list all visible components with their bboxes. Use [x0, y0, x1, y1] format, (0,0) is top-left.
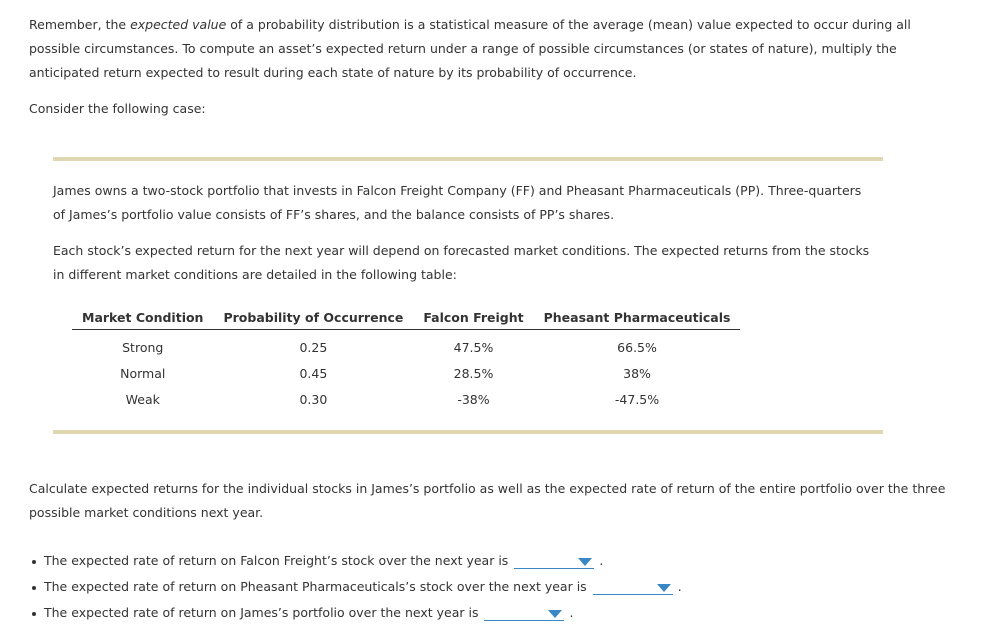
cell-condition: Normal: [120, 365, 166, 381]
question-text: The expected rate of return on James’s portfolio over the next year is: [44, 605, 479, 620]
intro-text-start: Remember, the: [29, 17, 131, 32]
intro-text-end: of a probability distribution is a statistical measure of the average (mean) value expected to occur during all possible circumstances. To compute an asset’s expected return under a range of possible circumstances (or states of nature), multiply the anticipated return expected to result during each state of nature by its probability of occurrence.: [29, 17, 911, 80]
cell-condition: Strong: [122, 339, 164, 355]
sentence-end: .: [569, 605, 574, 620]
bullet-icon: [32, 612, 36, 616]
header-probability: Probability of Occurrence: [213, 305, 413, 330]
table-row: [72, 360, 740, 386]
case-bottom-divider: [53, 430, 883, 434]
header-pheasant-pharma: Pheasant Pharmaceuticals: [534, 305, 741, 330]
chevron-down-icon: [578, 558, 592, 566]
sentence-end: .: [677, 579, 682, 594]
question-text: The expected rate of return on Pheasant Pharmaceuticals’s stock over the next year is: [44, 579, 587, 594]
cell-ff-return: 47.5%: [453, 339, 494, 355]
ff-return-dropdown[interactable]: [514, 554, 594, 569]
header-market-condition: Market Condition: [72, 305, 213, 330]
intro-paragraph: [29, 13, 949, 85]
bullet-icon: [32, 586, 36, 590]
cell-ff-return: 28.5%: [453, 365, 494, 381]
question-text: The expected rate of return on Falcon Freight’s stock over the next year is: [44, 553, 509, 568]
case-paragraph-1: James owns a two-stock portfolio that invests in Falcon Freight Company (FF) and Pheasant Pharmaceuticals (PP). Three-quarters of James’s portfolio value consists of FF’s shares, and the balance consists of PP’s shares.: [53, 183, 862, 222]
intro-emphasis: expected value: [130, 17, 227, 32]
cell-ff-return: -38%: [457, 391, 490, 407]
table-row: [72, 386, 740, 412]
cell-probability: 0.30: [299, 391, 328, 407]
table-row: [72, 330, 740, 361]
instruction-paragraph: Calculate expected returns for the individual stocks in James’s portfolio as well as the expected rate of return of the entire portfolio over the three possible market conditions next year.: [29, 481, 946, 520]
pp-return-dropdown[interactable]: [593, 580, 673, 595]
header-falcon-freight: Falcon Freight: [413, 305, 533, 330]
case-paragraph-2: Each stock’s expected return for the next year will depend on forecasted market conditions. The expected returns from the stocks in different market conditions are detailed in the following table:: [53, 243, 870, 282]
list-item: [29, 548, 682, 574]
bullet-icon: [32, 560, 36, 564]
case-top-divider: [53, 157, 883, 161]
chevron-down-icon: [548, 610, 562, 618]
cell-pp-return: -47.5%: [614, 391, 660, 407]
cell-pp-return: 66.5%: [617, 339, 657, 355]
question-list: [29, 548, 682, 626]
list-item: [29, 600, 682, 626]
cell-condition: Weak: [125, 391, 160, 407]
table-header-row: [72, 305, 740, 330]
cell-probability: 0.25: [299, 339, 328, 355]
returns-table: [72, 305, 740, 412]
consider-label: Consider the following case:: [29, 101, 206, 116]
chevron-down-icon: [657, 584, 671, 592]
list-item: [29, 574, 682, 600]
portfolio-return-dropdown[interactable]: [484, 606, 564, 621]
cell-probability: 0.45: [299, 365, 328, 381]
sentence-end: .: [599, 553, 604, 568]
cell-pp-return: 38%: [623, 365, 651, 381]
